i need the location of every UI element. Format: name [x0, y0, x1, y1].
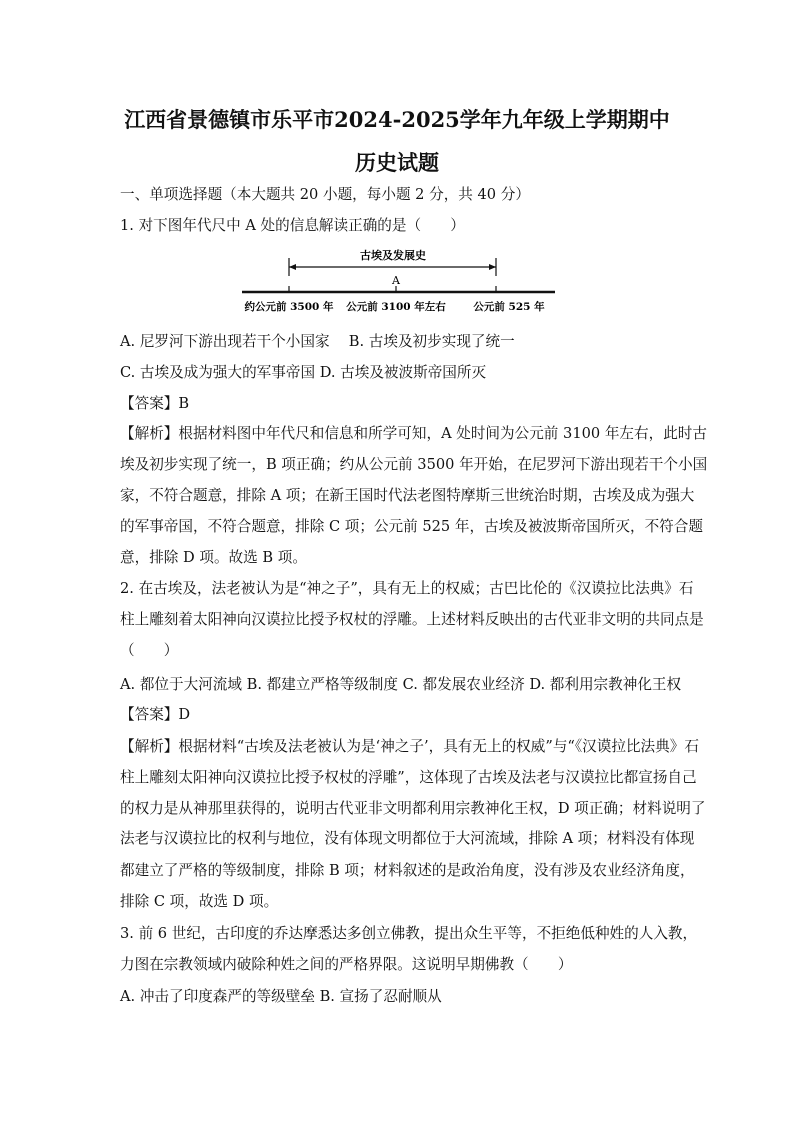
q1-options-ab: A. 尼罗河下游出现若干个小国家 B. 古埃及初步实现了统一: [120, 333, 515, 350]
timeline-label: 古埃及发展史: [360, 249, 426, 262]
document-title: 江西省景德镇市乐平市2024-2025学年九年级上学期期中: [124, 107, 670, 132]
q3-options-ab: A. 冲击了印度森严的等级壁垒 B. 宣扬了忍耐顺从: [120, 988, 442, 1005]
document-subtitle: 历史试题: [355, 150, 439, 175]
q2-analysis-line: 【解析】根据材料“古埃及法老被认为是‘神之子’，具有无上的权威”与“《汉谟拉比法典》石: [120, 738, 699, 755]
q1-answer: 【答案】B: [120, 395, 190, 412]
q2-analysis-line: 柱上雕刻太阳神向汉谟拉比授予权杖的浮雕”，这体现了古埃及法老与汉谟拉比都宣扬自己: [120, 769, 697, 786]
timeline-date-3: 公元前 525 年: [473, 301, 545, 313]
section-header: 一、单项选择题（本大题共 20 小题，每小题 2 分，共 40 分）: [120, 186, 530, 203]
timeline-date-1: 约公元前 3500 年: [244, 301, 334, 313]
q1-analysis-line: 【解析】根据材料图中年代尺和信息和所学可知，A 处时间为公元前 3100 年左右，此时古: [120, 425, 707, 442]
arrow-left-icon: [289, 264, 296, 270]
q1-analysis-line: 家，不符合题意，排除 A 项；在新王国时代法老图特摩斯三世统治时期，古埃及成为强大: [120, 487, 695, 504]
q1-stem: 1. 对下图年代尺中 A 处的信息解读正确的是（ ）: [120, 217, 465, 234]
q1-analysis-line: 埃及初步实现了统一，B 项正确；约从公元前 3500 年开始，在尼罗河下游出现若干个小国: [120, 456, 708, 473]
q2-analysis-line: 法老与汉谟拉比的权利与地位，没有体现文明都位于大河流域，排除 A 项；材料没有体现: [120, 830, 695, 847]
timeline-date-2: 公元前 3100 年左右: [346, 301, 446, 313]
arrow-right-icon: [489, 264, 496, 270]
q2-analysis-line: 都建立了严格的等级制度，排除 B 项；材料叙述的是政治角度，没有涉及农业经济角度，: [120, 862, 695, 879]
q2-stem-line: （ ）: [120, 642, 179, 659]
timeline-figure: [0, 240, 794, 320]
timeline-marker: A: [392, 274, 400, 287]
q1-analysis-line: 意，排除 D 项。故选 B 项。: [120, 549, 307, 566]
q2-analysis-line: 排除 C 项，故选 D 项。: [120, 893, 279, 910]
q3-stem-line: 力图在宗教领域内破除种姓之间的严格界限。这说明早期佛教（ ）: [120, 956, 573, 973]
q1-options-cd: C. 古埃及成为强大的军事帝国 D. 古埃及被波斯帝国所灭: [120, 364, 487, 381]
q1-analysis-line: 的军事帝国，不符合题意，排除 C 项；公元前 525 年，古埃及被波斯帝国所灭，不符合题: [120, 518, 703, 535]
q2-options: A. 都位于大河流域 B. 都建立严格等级制度 C. 都发展农业经济 D. 都利用宗教神化王权: [120, 676, 682, 693]
q2-stem-line: 柱上雕刻着太阳神向汉谟拉比授予权杖的浮雕。上述材料反映出的古代亚非文明的共同点是: [120, 611, 704, 628]
q2-answer: 【答案】D: [120, 706, 191, 723]
q2-stem-line: 2. 在古埃及，法老被认为是“神之子”，具有无上的权威；古巴比伦的《汉谟拉比法典》石: [120, 580, 694, 597]
q3-stem-line: 3. 前 6 世纪，古印度的乔达摩悉达多创立佛教，提出众生平等，不拒绝低种姓的人入教，: [120, 925, 698, 942]
q2-analysis-line: 的权力是从神那里获得的，说明古代亚非文明都利用宗教神化王权，D 项正确；材料说明了: [120, 800, 706, 817]
